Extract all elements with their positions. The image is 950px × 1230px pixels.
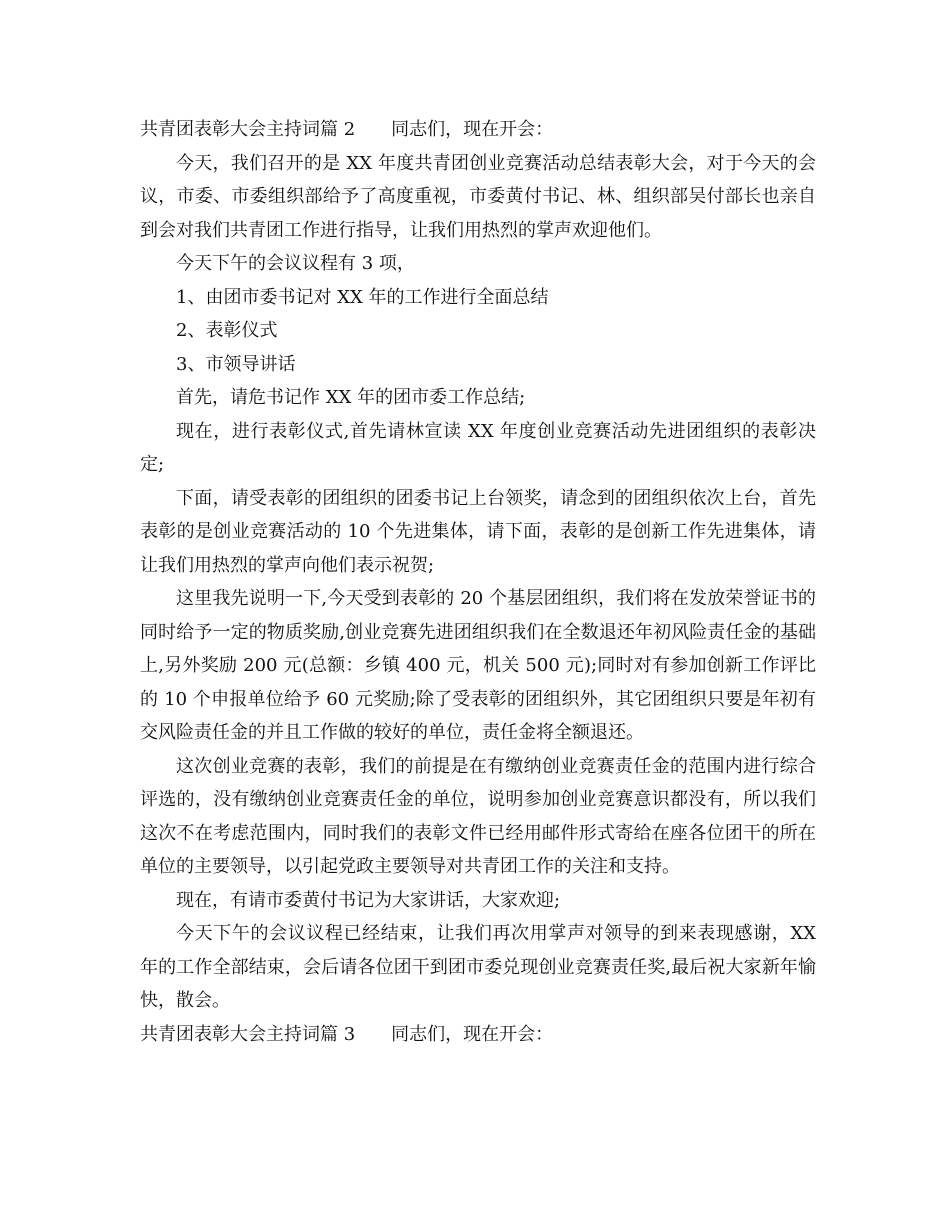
paragraph-work-summary: 首先，请危书记作 XX 年的团市委工作总结;: [176, 387, 526, 408]
agenda-item-1: 1、由团市委书记对 XX 年的工作进行全面总结: [176, 286, 549, 308]
paragraph-award-ceremony: 现在，进行表彰仪式,首先请林宣读 XX 年度创业竞赛活动先进团组织的表彰决定;: [140, 420, 816, 475]
agenda-item-2: 2、表彰仪式: [176, 320, 278, 341]
paragraph-rewards-explanation: 这里我先说明一下,今天受到表彰的 20 个基层团组织，我们将在发放荣誉证书的同时给予一定的物质奖励,创业竞赛先进团组织我们在全数退还年初风险责任金的基础上,另外奖励 200 元(总额：乡镇 400 元，机关 500 元);同时对有参加创新工作评比的 10 个申报单位给予 60 元奖励;除了受表彰的团组织外，其它团组织只要是年初有交风险责任金的并且工作做的较好的单位，责任金将全额退还。: [140, 588, 816, 743]
agenda-item-3: 3、市领导讲话: [176, 353, 296, 375]
document-body: [140, 113, 816, 1051]
section-heading-2: 共青团表彰大会主持词篇 2 同志们，现在开会：: [140, 119, 554, 140]
paragraph-closing: 今天下午的会议议程已经结束，让我们再次用掌声对领导的到来表现感谢，XX 年的工作全部结束，会后请各位团干到团市委兑现创业竞赛责任奖,最后祝大家新年愉快，散会。: [140, 923, 816, 1011]
paragraph-selection-premise: 这次创业竞赛的表彰，我们的前提是在有缴纳创业竞赛责任金的范围内进行综合评选的，没有缴纳创业竞赛责任金的单位，说明参加创业竞赛意识都没有，所以我们这次不在考虑范围内，同时我们的表彰文件已经用邮件形式寄给在座各位团干的所在单位的主要领导，以引起党政主要领导对共青团工作的关注和支持。: [140, 755, 816, 877]
section-heading-3: 共青团表彰大会主持词篇 3 同志们，现在开会：: [140, 1023, 554, 1045]
paragraph-agenda-intro: 今天下午的会议议程有 3 项，: [176, 253, 415, 274]
paragraph-leader-speech: 现在，有请市委黄付书记为大家讲话，大家欢迎;: [176, 889, 561, 911]
paragraph-award-presentation: 下面，请受表彰的团组织的团委书记上台领奖，请念到的团组织依次上台，首先表彰的是创业竞赛活动的 10 个先进集体，请下面，表彰的是创新工作先进集体，请让我们用热烈的掌声向他们表示祝贺;: [140, 487, 816, 576]
paragraph-opening: 今天，我们召开的是 XX 年度共青团创业竞赛活动总结表彰大会，对于今天的会议，市委、市委组织部给予了高度重视，市委黄付书记、林、组织部吴付部长也亲自到会对我们共青团工作进行指导，让我们用热烈的掌声欢迎他们。: [140, 152, 816, 241]
